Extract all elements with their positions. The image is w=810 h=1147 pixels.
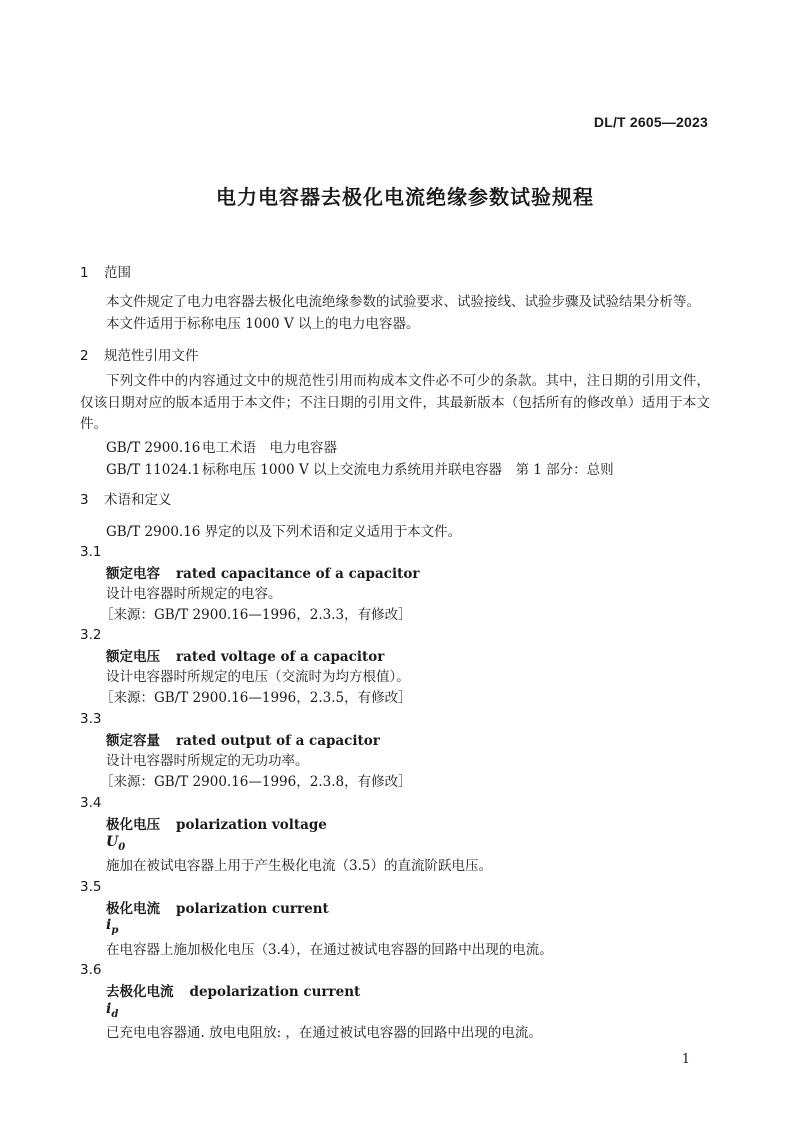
symbol-base: i — [106, 1001, 112, 1017]
document-title: 电力电容器去极化电流绝缘参数试验规程 — [216, 185, 594, 209]
term-english: polarization voltage — [176, 817, 327, 833]
term-english: rated capacitance of a capacitor — [176, 566, 420, 582]
reference-title: 电工术语 电力电容器 — [202, 440, 337, 456]
section-number: 3 — [80, 492, 89, 508]
section-title: 范围 — [104, 265, 131, 281]
term-source: ［来源：GB/T 2900.16—1996，2.3.5，有修改］ — [100, 690, 412, 706]
term-definition: 设计电容器时所规定的电压（交流时为均方根值）。 — [106, 669, 410, 685]
section-3-heading — [80, 488, 172, 508]
term-heading — [106, 813, 327, 833]
section-number: 2 — [80, 348, 89, 364]
term-heading — [106, 645, 384, 665]
term-number: 3.4 — [80, 795, 102, 811]
reference-code: GB/T 11024.1 — [106, 462, 201, 478]
symbol-subscript: p — [111, 924, 119, 936]
reference-title: 标称电压 1000 V 以上交流电力系统用并联电容器 第 1 部分：总则 — [202, 462, 614, 478]
symbol-base: U — [106, 834, 119, 850]
term-english: depolarization current — [189, 984, 361, 1000]
term-chinese: 额定电容 — [106, 566, 160, 582]
term-english: rated voltage of a capacitor — [176, 649, 385, 665]
term-number: 3.5 — [80, 879, 102, 895]
section-title: 术语和定义 — [104, 492, 172, 508]
term-definition: 施加在被试电容器上用于产生极化电流（3.5）的直流阶跃电压。 — [106, 858, 492, 874]
term-definition: 设计电容器时所规定的电容。 — [106, 586, 282, 602]
scope-paragraph-1: 本文件规定了电力电容器去极化电流绝缘参数的试验要求、试验接线、试验步骤及试验结果分析等。 — [106, 294, 700, 310]
term-number: 3.3 — [80, 711, 102, 727]
term-number: 3.6 — [80, 962, 102, 978]
term-source: ［来源：GB/T 2900.16—1996，2.3.8，有修改］ — [100, 774, 412, 790]
term-chinese: 极化电压 — [106, 817, 160, 833]
scope-paragraph-2: 本文件适用于标称电压 1000 V 以上的电力电容器。 — [106, 316, 420, 332]
symbol-subscript: 0 — [118, 841, 126, 853]
terms-intro: GB/T 2900.16 界定的以及下列术语和定义适用于本文件。 — [106, 524, 462, 540]
page-number: 1 — [681, 1052, 690, 1067]
section-title: 规范性引用文件 — [104, 348, 199, 364]
section-1-heading — [80, 261, 131, 281]
term-chinese: 去极化电流 — [106, 984, 174, 1000]
reference-item — [106, 458, 614, 478]
symbol-subscript: d — [111, 1008, 119, 1020]
symbol-base: i — [106, 917, 112, 933]
term-heading — [106, 897, 329, 917]
section-2-heading — [80, 344, 199, 364]
term-chinese: 额定电压 — [106, 649, 160, 665]
section-number: 1 — [80, 265, 89, 281]
term-english: polarization current — [176, 901, 329, 917]
term-symbol — [106, 1001, 118, 1020]
reference-code: GB/T 2900.16 — [106, 440, 201, 456]
term-symbol — [106, 834, 125, 853]
term-chinese: 额定容量 — [106, 733, 160, 749]
term-chinese: 极化电流 — [106, 901, 160, 917]
term-heading — [106, 980, 360, 1000]
reference-item — [106, 436, 337, 456]
term-definition: 在电容器上施加极化电压（3.4），在通过被试电容器的回路中出现的电流。 — [106, 942, 553, 958]
term-english: rated output of a capacitor — [176, 733, 380, 749]
term-definition: 已充电电容器通. 放电电阻放: ，在通过被试电容器的回路中出现的电流。 — [106, 1025, 542, 1041]
term-heading — [106, 562, 419, 582]
term-definition: 设计电容器时所规定的无功功率。 — [106, 753, 309, 769]
term-heading — [106, 729, 380, 749]
standard-code: DL/T 2605—2023 — [593, 114, 708, 130]
term-number: 3.2 — [80, 627, 102, 643]
term-number: 3.1 — [80, 544, 102, 560]
term-source: ［来源：GB/T 2900.16—1996，2.3.3，有修改］ — [100, 607, 412, 623]
term-symbol — [106, 917, 118, 936]
normative-references-intro: 下列文件中的内容通过文中的规范性引用而构成本文件必不可少的条款。其中，注日期的引用文件，仅该日期对应的版本适用于本文件；不注日期的引用文件，其最新版本（包括所有的修改单）适用于本文件。 — [80, 373, 710, 432]
